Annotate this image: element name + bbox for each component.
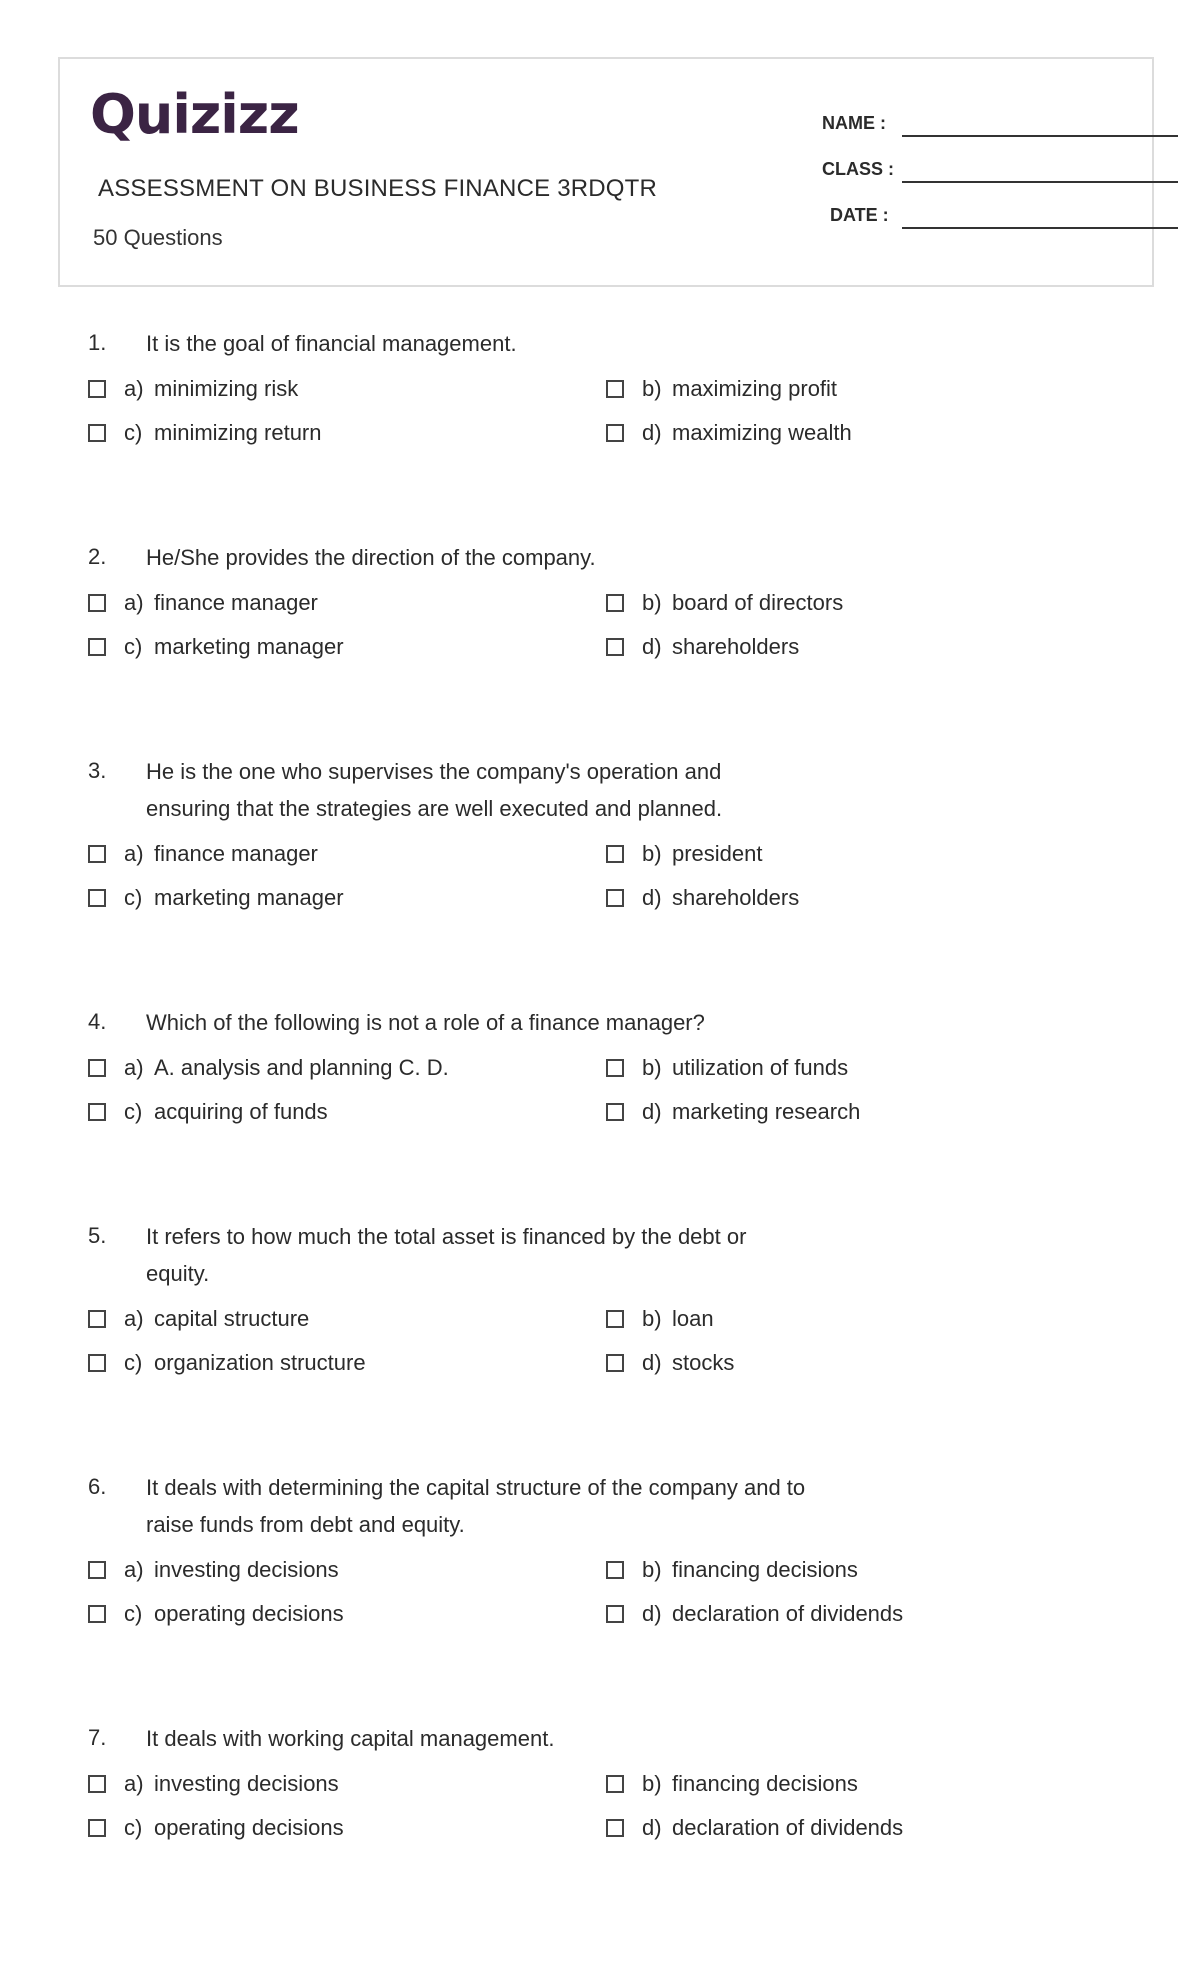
- checkbox[interactable]: [606, 1605, 624, 1623]
- checkbox[interactable]: [88, 424, 106, 442]
- checkbox[interactable]: [606, 1103, 624, 1121]
- checkbox[interactable]: [606, 889, 624, 907]
- checkbox[interactable]: [88, 1310, 106, 1328]
- worksheet-header: [58, 57, 1154, 287]
- class-line[interactable]: [902, 181, 1178, 183]
- question-text: It deals with working capital management.: [146, 1726, 555, 1751]
- checkbox[interactable]: [606, 1059, 624, 1077]
- checkbox[interactable]: [606, 1819, 624, 1837]
- checkbox[interactable]: [606, 424, 624, 442]
- question-text: Which of the following is not a role of a finance manager?: [146, 1010, 705, 1035]
- checkbox[interactable]: [88, 638, 106, 656]
- checkbox[interactable]: [606, 1561, 624, 1579]
- name-label: NAME :: [822, 113, 886, 133]
- question-number: 3.: [88, 758, 107, 783]
- question-text: He is the one who supervises the company's operation and ensuring that the strategies are well executed and planned.: [146, 759, 723, 821]
- checkbox[interactable]: [88, 889, 106, 907]
- checkbox[interactable]: [606, 638, 624, 656]
- question-text: It is the goal of financial management.: [146, 331, 517, 356]
- checkbox[interactable]: [88, 1059, 106, 1077]
- page-title: ASSESSMENT ON BUSINESS FINANCE 3RDQTR: [98, 175, 658, 202]
- class-field[interactable]: [700, 159, 1120, 189]
- quizizz-logo: Quizizz: [90, 83, 299, 146]
- checkbox[interactable]: [606, 1354, 624, 1372]
- question-number: 6.: [88, 1474, 107, 1499]
- date-line[interactable]: [902, 227, 1178, 229]
- question-number: 7.: [88, 1725, 107, 1750]
- checkbox[interactable]: [606, 845, 624, 863]
- question-text: He/She provides the direction of the company.: [146, 545, 596, 570]
- checkbox[interactable]: [88, 1819, 106, 1837]
- checkbox[interactable]: [88, 1561, 106, 1579]
- name-line[interactable]: [902, 135, 1178, 137]
- date-label: DATE :: [830, 205, 889, 225]
- checkbox[interactable]: [88, 1354, 106, 1372]
- checkbox[interactable]: [606, 1310, 624, 1328]
- checkbox[interactable]: [88, 594, 106, 612]
- checkbox[interactable]: [88, 1775, 106, 1793]
- question-number: 4.: [88, 1009, 107, 1034]
- checkbox[interactable]: [606, 594, 624, 612]
- checkbox[interactable]: [88, 380, 106, 398]
- checkbox[interactable]: [88, 1103, 106, 1121]
- question-text: It deals with determining the capital structure of the company and to raise funds from debt and equity.: [146, 1475, 806, 1537]
- checkbox[interactable]: [88, 845, 106, 863]
- checkbox[interactable]: [606, 380, 624, 398]
- checkbox[interactable]: [606, 1775, 624, 1793]
- question-number: 5.: [88, 1223, 107, 1248]
- name-field[interactable]: [700, 113, 1120, 143]
- date-field[interactable]: [700, 205, 1120, 235]
- class-label: CLASS :: [822, 159, 894, 179]
- question-count: 50 Questions: [93, 225, 223, 250]
- checkbox[interactable]: [88, 1605, 106, 1623]
- question-number: 2.: [88, 544, 107, 569]
- question-text: It refers to how much the total asset is financed by the debt or equity.: [146, 1224, 747, 1286]
- question-number: 1.: [88, 330, 107, 355]
